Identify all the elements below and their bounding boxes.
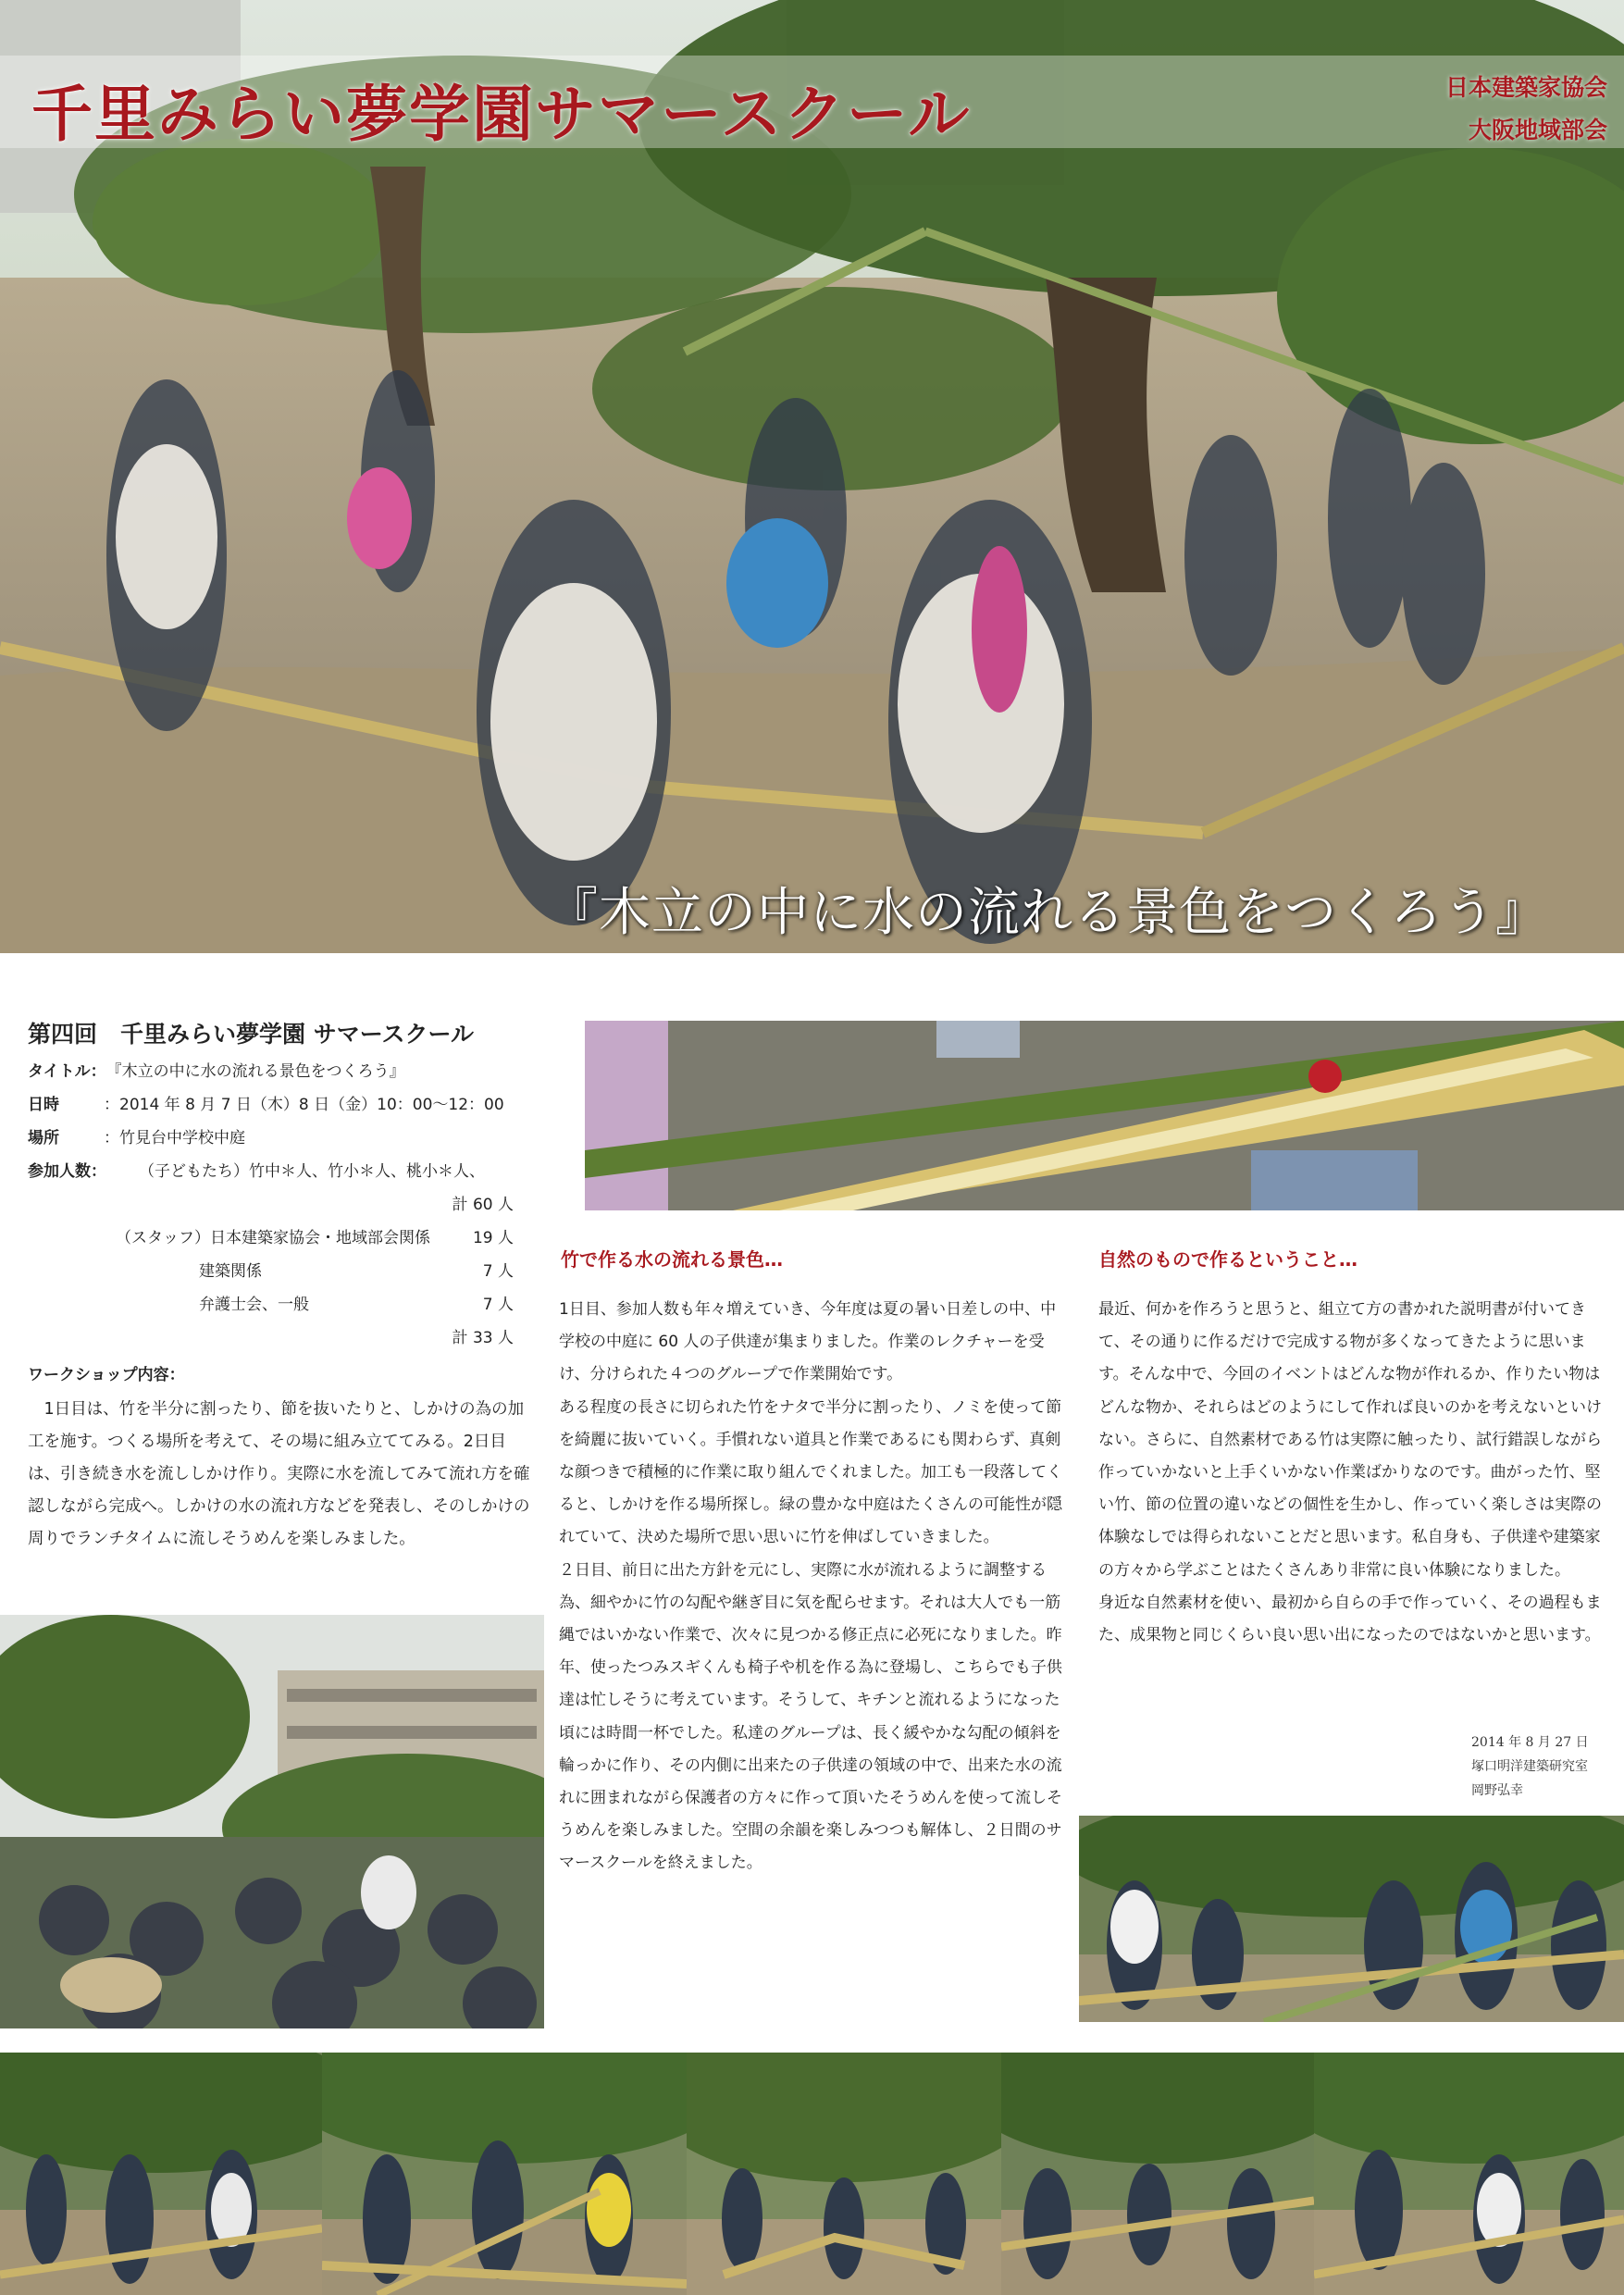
strip-photo-4 [1001, 2053, 1314, 2295]
article1-paragraph: ２日目、前日に出た方針を元にし、実際に水が流れるように調整する為、細やかに竹の勾配や継ぎ目に気を配らせます。それは大人でも一筋縄ではいかない作業で、次々に見つかる修正点に必死になりました。昨年、使ったつみスギくんも椅子や机を作る為に登場し、こちらでも子供達は忙しそうに考えています。そうして、キチンと流れるようになった頃には時間一杯でした。私達のグループは、長く緩やかな勾配の傾斜を輪っかに作り、その内側に出来たの子供達の領域の中で、出来た水の流れに囲まれながら保護者の方々に作って頂いたそうめんを使って流しそうめんを楽しみました。空間の余韻を楽しみつつも解体し、２日間のサマースクールを終えました。 [559, 1560, 1062, 1873]
event-heading: 第四回 千里みらい夢学園 サマースクール [28, 1021, 474, 1048]
hero-subtitle: 『木立の中に水の流れる景色をつくろう』 [546, 883, 1548, 943]
article1-paragraph: 1日目、参加人数も年々増えていき、今年度は夏の暑い日差しの中、中学校の中庭に 60 人の子供達が集まりました。作業のレクチャーを受け、分けられた４つのグループで作業開始です。 [559, 1300, 1057, 1384]
strip-photo-5 [1314, 2053, 1624, 2295]
event-date-label: 日時 [28, 1096, 59, 1114]
strip-photo-3 [687, 2053, 1001, 2295]
article2-heading: 自然のもので作るということ… [1098, 1248, 1357, 1271]
staff-name: 建築関係 [199, 1262, 262, 1281]
staff-row [28, 1222, 532, 1255]
event-title-label: タイトル： [28, 1062, 106, 1081]
strip-photo-1 [0, 2053, 322, 2295]
signature-office: 塚口明洋建築研究室 [1471, 1759, 1588, 1774]
event-title-row [28, 1055, 532, 1088]
hero-title: 千里みらい夢学園サマースクール [31, 78, 972, 150]
signature-author: 岡野弘幸 [1471, 1783, 1523, 1798]
staff-count: 7 人 [482, 1262, 514, 1281]
event-date-row [28, 1088, 532, 1122]
workshop-heading: ワークショップ内容： [28, 1366, 185, 1384]
staff-name: 弁護士会、一般 [199, 1296, 309, 1314]
strip-photo-2 [322, 2053, 687, 2295]
event-title-value: 『木立の中に水の流れる景色をつくろう』 [105, 1062, 405, 1081]
event-participants-children: （子どもたち）竹中＊人、竹小＊人、桃小＊人、 [139, 1162, 485, 1181]
signature [1471, 1731, 1589, 1803]
organizer [1445, 67, 1607, 152]
kids-working-photo [1079, 1816, 1624, 2022]
organizer-line-1: 日本建築家協会 [1444, 74, 1607, 101]
article2-paragraph: 身近な自然素材を使い、最初から自らの手で作っていく、その過程もまた、成果物と同じくらい良い思い出になったのではないかと思います。 [1098, 1593, 1602, 1645]
article2-body [1098, 1294, 1609, 1652]
staff-row [28, 1288, 532, 1321]
event-participants-row [28, 1155, 532, 1188]
event-place-row [28, 1122, 532, 1155]
children-total: 計 60 人 [452, 1196, 514, 1214]
crowd-photo [0, 1615, 544, 2028]
article2-paragraph: 最近、何かを作ろうと思うと、組立て方の書かれた説明書が付いてきて、その通りに作るだけで完成する物が多くなってきたように思います。そんな中で、今回のイベントはどんな物が作れるか、作りたい物はどんな物か、それらはどのようにして作れば良いのかを考えないといけない。さらに、自然素材である竹は実際に触ったり、試行錯誤しながら作っていかないと上手くいかない作業ばかりなのです。曲がった竹、堅い竹、節の位置の違いなどの個性を生かし、作っていく楽しさは実際の体験なしでは得られないことだと思います。私自身も、子供達や建築家の方々から学ぶことはたくさんあり非常に良い体験になりました。 [1098, 1300, 1602, 1580]
staff-count: 19 人 [472, 1229, 514, 1247]
staff-name: （スタッフ）日本建築家協会・地域部会関係 [116, 1229, 430, 1247]
event-info [28, 1016, 532, 1556]
workshop-text: 1日目は、竹を半分に割ったり、節を抜いたりと、しかけの為の加工を施す。つくる場所を考えて、その場に組み立ててみる。2日目は、引き続き水を流ししかけ作り。実際に水を流してみて流れ方を確認しながら完成へ。しかけの水の流れ方などを発表し、そのしかけの周りでランチタイムに流しそうめんを楽しみました。 [28, 1400, 530, 1548]
event-date-value: ：2014 年 8 月 7 日（木）8 日（金）10：00〜12：00 [104, 1096, 504, 1114]
article1-heading: 竹で作る水の流れる景色… [561, 1248, 783, 1271]
event-place-value: ：竹見台中学校中庭 [104, 1129, 245, 1148]
staff-row [28, 1255, 532, 1288]
staff-count: 7 人 [482, 1296, 514, 1314]
organizer-line-2: 大阪地域部会 [1468, 117, 1607, 143]
article1-body [559, 1294, 1064, 1880]
staff-total: 計 33 人 [452, 1329, 514, 1347]
event-participants-label: 参加人数： [28, 1162, 106, 1181]
bamboo-closeup-photo [585, 1021, 1624, 1210]
event-place-label: 場所 [28, 1129, 59, 1148]
signature-date: 2014 年 8 月 27 日 [1471, 1735, 1589, 1750]
article1-paragraph: ある程度の長さに切られた竹をナタで半分に割ったり、ノミを使って節を綺麗に抜いていく。手慣れない道具と作業であるにも関わらず、真剣な顔つきで積極的に作業に取り組んでくれました。加工も一段落してくると、しかけを作る場所探し。緑の豊かな中庭はたくさんの可能性が隠れていて、決めた場所で思い思いに竹を伸ばしていきました。 [559, 1397, 1062, 1547]
